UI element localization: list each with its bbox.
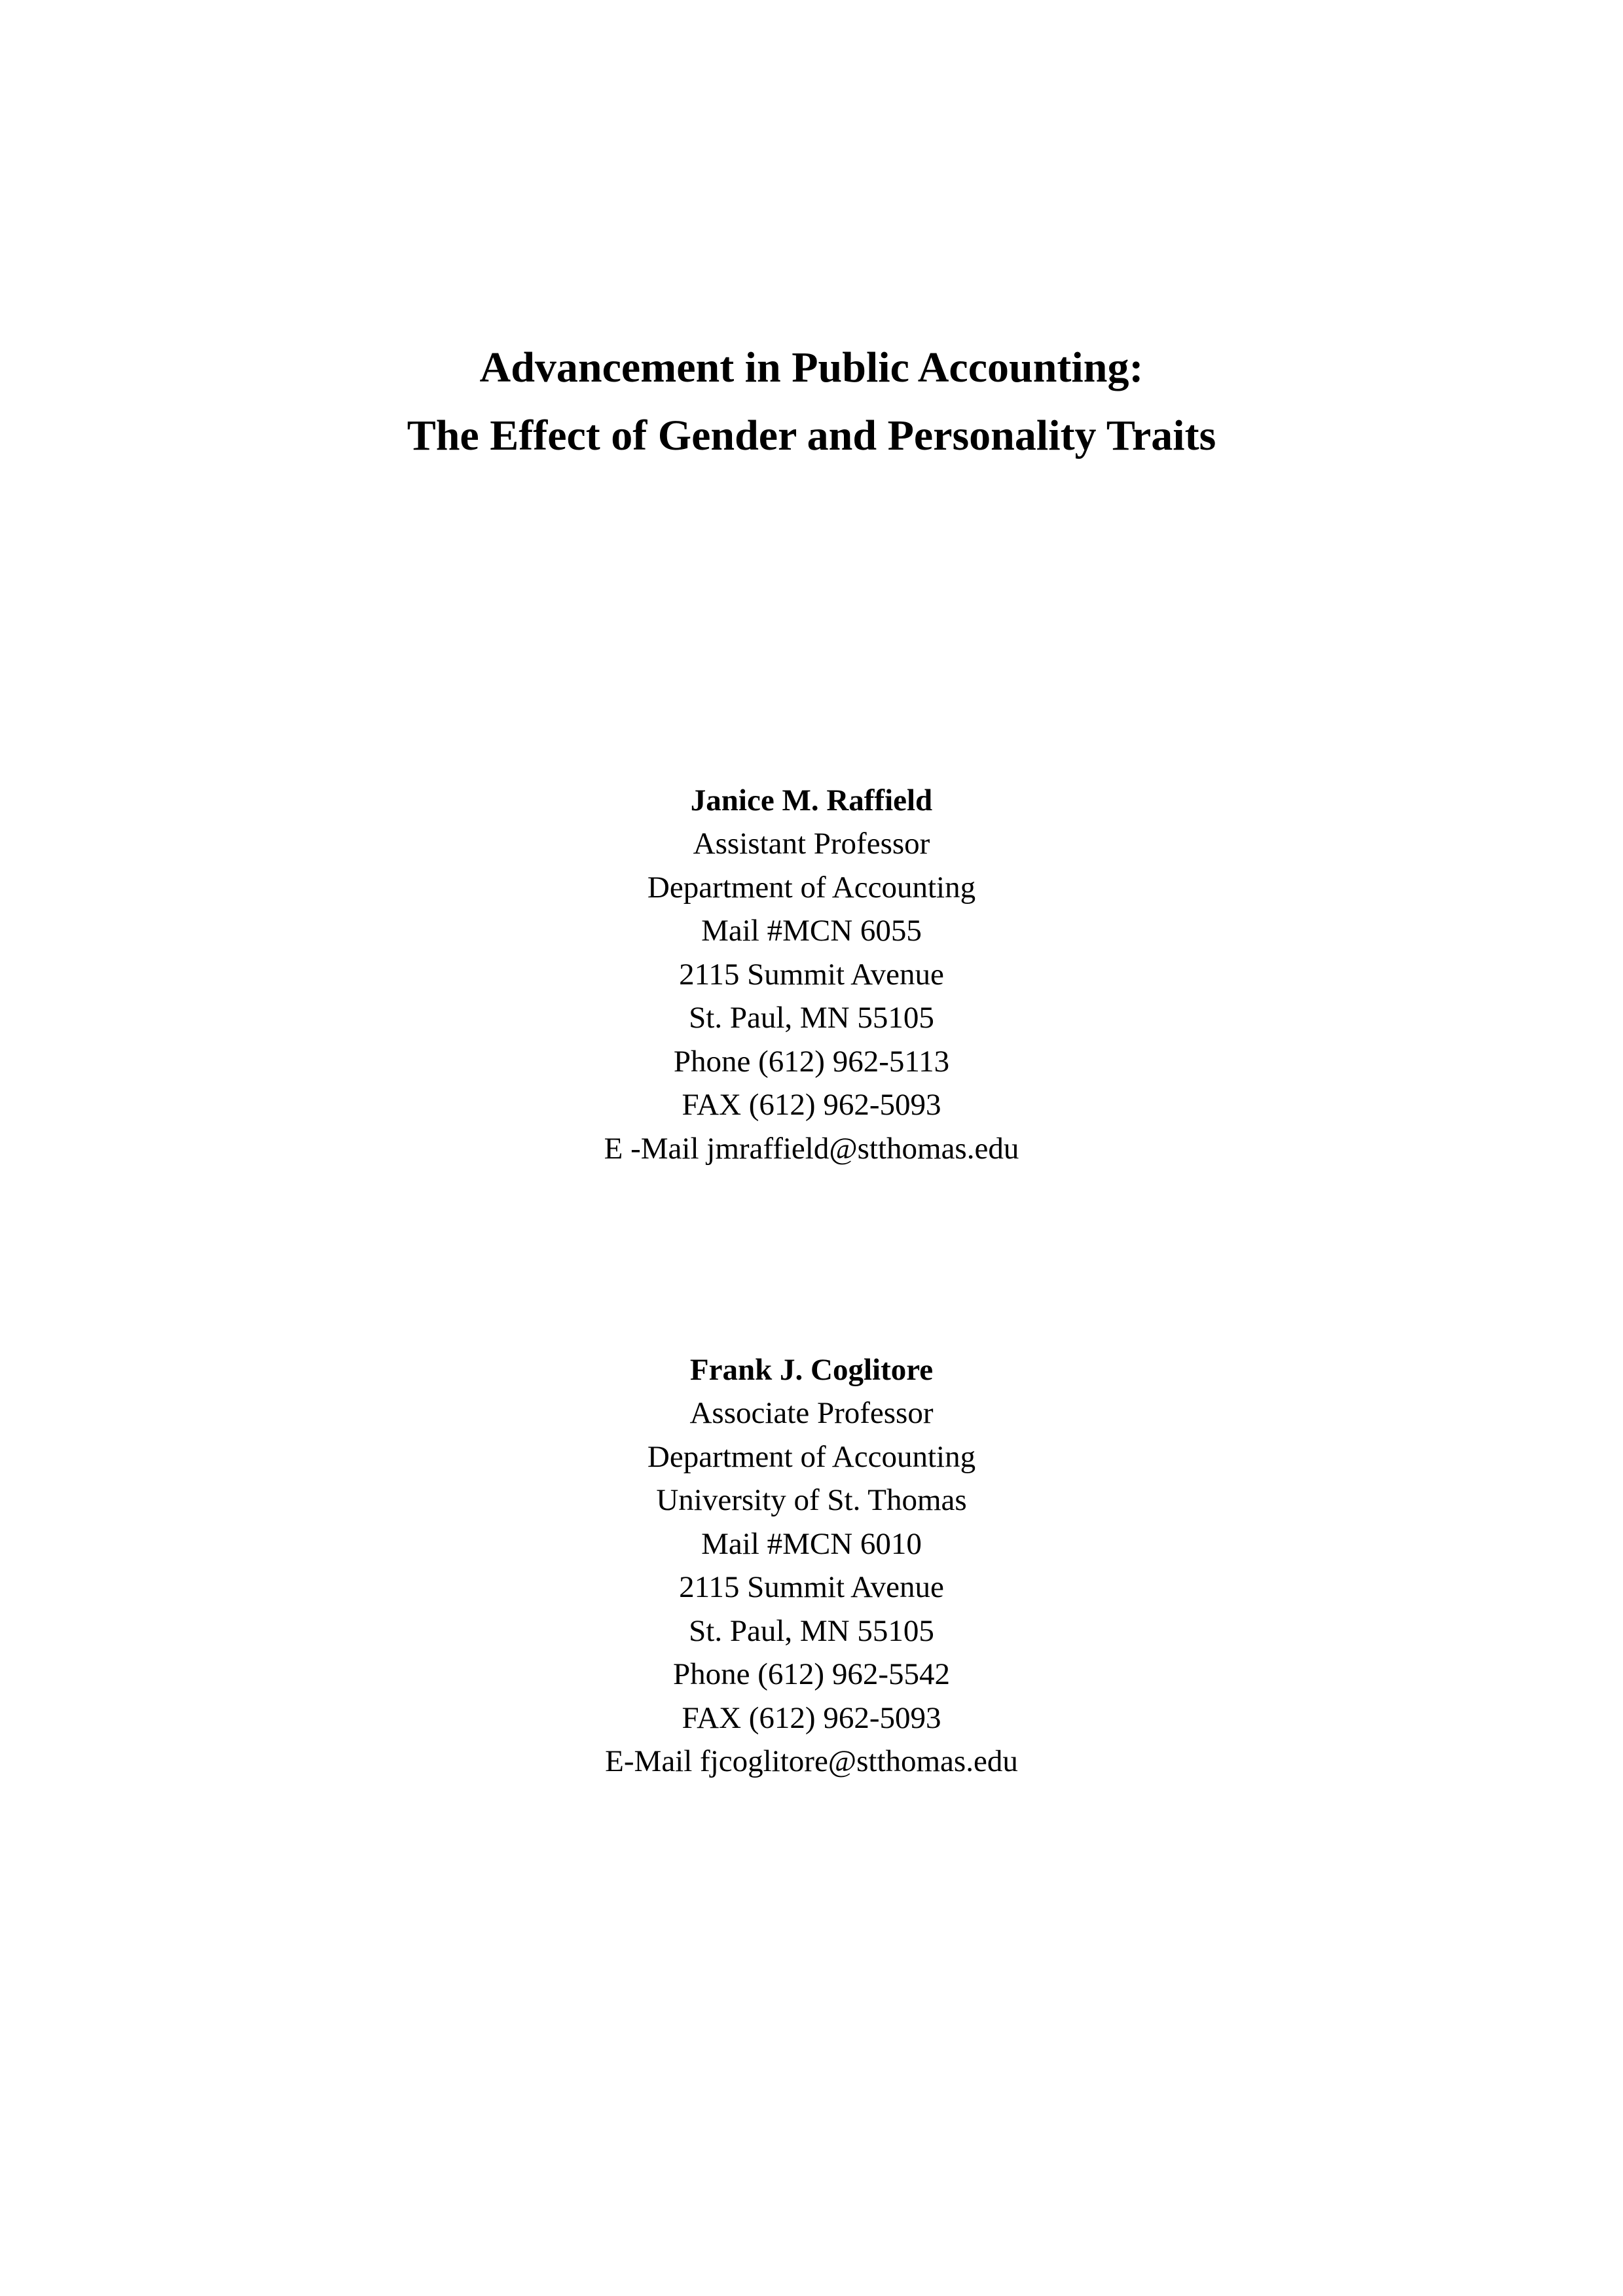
author-department: Department of Accounting	[647, 870, 976, 905]
author-position: Assistant Professor	[693, 827, 930, 861]
author-email: E -Mail jmraffield@stthomas.edu	[604, 1131, 1019, 1166]
author-name: Janice M. Raffield	[690, 783, 933, 817]
author-block-1	[0, 779, 1623, 1170]
title-line-1: Advancement in Public Accounting:	[479, 344, 1144, 391]
author-name: Frank J. Coglitore	[689, 1353, 934, 1387]
author-street: 2115 Summit Avenue	[679, 957, 944, 992]
title-line-2: The Effect of Gender and Personality Traits	[407, 412, 1216, 459]
author-fax: FAX (612) 962-5093	[682, 1700, 941, 1735]
author-mail-code: Mail #MCN 6010	[701, 1526, 922, 1561]
author-university: University of St. Thomas	[656, 1483, 967, 1517]
author-department: Department of Accounting	[647, 1439, 976, 1474]
author-city: St. Paul, MN 55105	[689, 1001, 934, 1035]
author-city: St. Paul, MN 55105	[689, 1613, 934, 1648]
paper-title	[0, 334, 1623, 470]
author-fax: FAX (612) 962-5093	[682, 1088, 941, 1122]
author-phone: Phone (612) 962-5542	[673, 1657, 950, 1691]
author-position: Associate Professor	[689, 1396, 934, 1430]
author-mail-code: Mail #MCN 6055	[701, 914, 922, 948]
author-phone: Phone (612) 962-5113	[673, 1044, 950, 1079]
author-street: 2115 Summit Avenue	[679, 1570, 944, 1604]
author-block-2	[0, 1348, 1623, 1784]
author-email: E-Mail fjcoglitore@stthomas.edu	[605, 1744, 1018, 1778]
